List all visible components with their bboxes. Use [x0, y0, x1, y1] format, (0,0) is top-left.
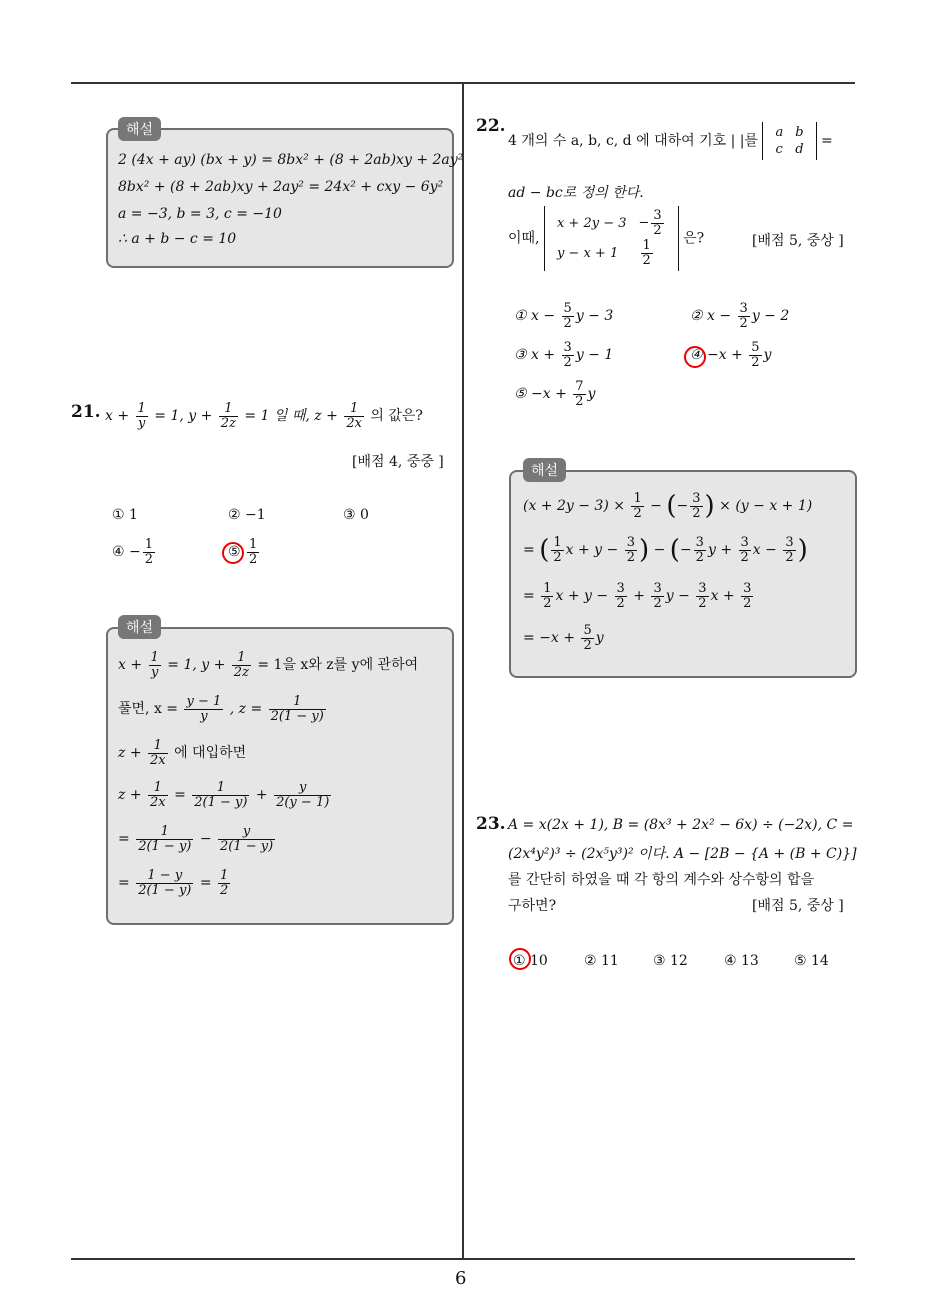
q21-sol-line-3: z + $\frac{1}{2x}$ 에 대입하면 — [118, 738, 247, 768]
q20-solution-tag: 해설 — [118, 117, 161, 141]
q21-solution-box — [106, 627, 454, 925]
q23-line-4: 구하면? — [508, 898, 557, 914]
q22-sol-line-3: = $\frac{1}{2}$ x + y − $\frac{3}{2}$ + $\frac{3}{2}$ y − $\frac{3}{2}$ x + $\frac{3}{2}$ — [523, 581, 752, 611]
q21-grade: [배점 4, 중중 ] — [352, 454, 444, 470]
q23-line-2: (2x⁴y²)³ ÷ (2x⁵y³)² 이다. A − [2B − {A + (B + C)}] — [508, 846, 857, 862]
q22-matrix-2: x + 2y − 3 − $\frac{3}{2}$ y − x + 1 $\frac{1}{2}$ — [544, 206, 679, 271]
q23-answer-circle — [509, 948, 531, 970]
q20-sol-line-2: 8bx² + (8 + 2ab)xy + 2ay² = 24x² + cxy − 6y² — [118, 179, 444, 195]
q21-frac-2: $\frac{1}{2z}$ — [220, 401, 236, 431]
q22-solution-box — [509, 470, 857, 678]
q21-solution-tag: 해설 — [118, 615, 161, 639]
q21-sol-line-1: x + $\frac{1}{y}$ = 1, y + $\frac{1}{2z}$ = 1을 x와 z를 y에 관하여 — [118, 650, 419, 680]
q21-number: 21. — [71, 402, 101, 422]
q20-solution-box — [106, 128, 464, 268]
q20-sol-line-3: a = −3, b = 3, c = −10 — [118, 206, 282, 222]
q21-option-4[interactable]: ④ − $\frac{1}{2}$ — [112, 537, 154, 567]
q22-sol-line-4: = −x + $\frac{5}{2}$ y — [523, 623, 604, 653]
q23-number: 23. — [476, 814, 506, 834]
q21-answer-circle — [222, 542, 244, 564]
q23-line-1: A = x(2x + 1), B = (8x³ + 2x² − 6x) ÷ (−2x), C = — [508, 817, 854, 833]
q22-sol-line-1: (x + 2y − 3) × $\frac{1}{2}$ − (− $\frac{3}{2}$ ) × (y − x + 1) — [523, 491, 813, 522]
q21-option-5[interactable]: ⑤ $\frac{1}{2}$ — [228, 537, 258, 567]
q22-line-1: 4 개의 수 a, b, c, d 에 대하여 기호 | |를 a b c d = — [508, 122, 833, 160]
q20-sol-line-1: 2 (4x + ay) (bx + y) = 8bx² + (8 + 2ab)xy + 2ay² — [118, 152, 464, 168]
q21-sol-line-5: = $\frac{1}{2(1 - y)}$ − $\frac{y}{2(1 - y)}$ — [118, 824, 274, 854]
q21-sol-line-6: = $\frac{1 - y}{2(1 - y)}$ = $\frac{1}{2}$ — [118, 868, 229, 898]
q22-option-5[interactable]: ⑤ −x + $\frac{7}{2}$ y — [514, 379, 596, 409]
q20-sol-line-4: ∴ a + b − c = 10 — [118, 231, 237, 247]
q22-option-1[interactable]: ① x − $\frac{5}{2}$ y − 3 — [514, 301, 614, 331]
q22-number: 22. — [476, 116, 506, 136]
q21-option-2[interactable]: ② −1 — [228, 507, 266, 523]
q23-option-2[interactable]: ② 11 — [584, 953, 619, 969]
q23-option-3[interactable]: ③ 12 — [653, 953, 688, 969]
q22-solution-tag: 해설 — [523, 458, 566, 482]
q22-sol-line-2: = ( $\frac{1}{2}$ x + y − $\frac{3}{2}$ ) − (− $\frac{3}{2}$ y + $\frac{3}{2}$ x − $\frac{3}{2}$ ) — [523, 535, 808, 566]
q21-frac-1: $\frac{1}{y}$ — [137, 401, 146, 431]
q22-option-3[interactable]: ③ x + $\frac{3}{2}$ y − 1 — [514, 340, 614, 370]
q22-matrix: a b c d — [762, 122, 816, 160]
q22-option-4[interactable]: ④ −x + $\frac{5}{2}$ y — [690, 340, 772, 370]
q22-line-3: 이때, x + 2y − 3 − $\frac{3}{2}$ y − x + 1 $\frac{1}{2}$ 은? — [508, 206, 704, 271]
q21-option-1[interactable]: ① 1 — [112, 507, 138, 523]
bottom-rule — [71, 1258, 855, 1260]
q21-frac-3: $\frac{1}{2x}$ — [346, 401, 362, 431]
q21-sol-line-2: 풀면, x = $\frac{y - 1}{y}$ , z = $\frac{1}{2(1 - y)}$ — [118, 694, 324, 724]
q22-line-2: ad − bc로 정의 한다. — [508, 185, 644, 201]
q23-grade: [배점 5, 중상 ] — [752, 898, 844, 914]
q22-answer-circle — [684, 346, 706, 368]
column-divider — [462, 83, 464, 1259]
q23-option-4[interactable]: ④ 13 — [724, 953, 759, 969]
q22-option-2[interactable]: ② x − $\frac{3}{2}$ y − 2 — [690, 301, 790, 331]
q21-option-3[interactable]: ③ 0 — [343, 507, 369, 523]
q21-sol-line-4: z + $\frac{1}{2x}$ = $\frac{1}{2(1 - y)}$ + $\frac{y}{2(y - 1)}$ — [118, 780, 330, 810]
q23-option-5[interactable]: ⑤ 14 — [794, 953, 829, 969]
q23-option-1[interactable]: ① 10 — [513, 953, 548, 969]
q21-stem: x + $\frac{1}{y}$ = 1, y + $\frac{1}{2z}$ = 1 일 때, z + $\frac{1}{2x}$ 의 값은? — [105, 401, 423, 431]
q22-grade: [배점 5, 중상 ] — [752, 233, 844, 249]
page-number: 6 — [455, 1268, 467, 1289]
q23-line-3: 를 간단히 하였을 때 각 항의 계수와 상수항의 합을 — [508, 872, 815, 888]
